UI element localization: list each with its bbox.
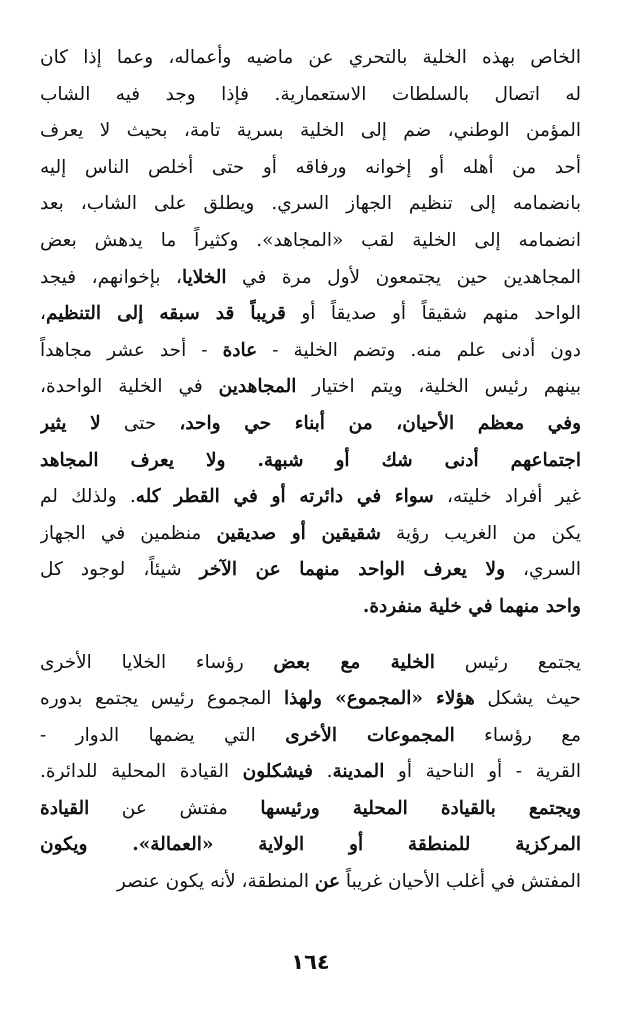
text-line bbox=[40, 369, 581, 406]
text-run: ، بإخوانهم، فيجد bbox=[40, 266, 182, 288]
text-run: منظمين في الجهاز bbox=[40, 522, 217, 544]
text-run: بانضمامه إلى تنظيم الجهاز السري. ويطلق على الشاب، بعد bbox=[40, 193, 581, 215]
text-run: حتى bbox=[100, 412, 180, 434]
text-run: مفتش عن bbox=[89, 797, 261, 819]
bold-text-run: القيادة bbox=[40, 797, 90, 819]
bold-text-run: عن bbox=[314, 871, 341, 893]
text-line bbox=[40, 754, 581, 791]
text-line bbox=[40, 645, 581, 682]
bold-text-run: لا يثير bbox=[40, 412, 101, 434]
text-run: . ولذلك لم bbox=[40, 486, 136, 508]
text-run: شيئاً، لوجود كل bbox=[40, 559, 200, 581]
text-line bbox=[40, 333, 581, 370]
text-run: انضمامه إلى الخلية لقب «المجاهد». وكثيراً ما يدهش بعض bbox=[40, 229, 581, 251]
bold-text-run: المجموعات الأخرى bbox=[285, 724, 455, 746]
bold-text-run: سواء في دائرته أو في القطر كله bbox=[135, 486, 434, 508]
text-run: المنطقة، لأنه يكون عنصر bbox=[116, 871, 315, 893]
text-line bbox=[40, 40, 581, 77]
text-line bbox=[40, 77, 581, 114]
text-line bbox=[40, 589, 581, 626]
paragraph bbox=[40, 40, 581, 626]
bold-text-run: ولا يعرف الواحد منهما عن الآخر bbox=[199, 559, 506, 581]
text-run: غير أفراد خليته، bbox=[433, 486, 581, 508]
text-run: المفتش في أغلب الأحيان غريباً bbox=[340, 871, 581, 893]
bold-text-run: المدينة bbox=[332, 761, 385, 783]
bold-text-run: المركزية للمنطقة أو الولاية «العمالة». ويكون bbox=[40, 834, 581, 856]
text-line bbox=[40, 552, 581, 589]
text-run: حيث يشكل bbox=[474, 688, 581, 710]
text-run: التي يضمها الدوار - bbox=[40, 724, 286, 746]
bold-text-run: فيشكلون bbox=[242, 761, 314, 783]
text-line bbox=[40, 681, 581, 718]
paragraph bbox=[40, 645, 581, 901]
text-run: المؤمن الوطني، ضم إلى الخلية بسرية تامة، بحيث لا يعرف bbox=[40, 120, 581, 142]
bold-text-run: واحد منهما في خلية منفردة. bbox=[362, 595, 581, 617]
text-run: مع رؤساء bbox=[454, 724, 581, 746]
text-line bbox=[40, 516, 581, 553]
text-run: يجتمع رئيس bbox=[434, 651, 581, 673]
text-run: المجاهدين حين يجتمعون لأول مرة في bbox=[226, 266, 581, 288]
page-number: ١٦٤ bbox=[291, 950, 330, 974]
text-line bbox=[40, 296, 581, 333]
bold-text-run: الخلية مع بعض bbox=[273, 651, 435, 673]
text-line bbox=[40, 443, 581, 480]
text-run: - أحد عشر مجاهداً bbox=[40, 339, 223, 361]
text-line bbox=[40, 827, 581, 864]
text-line bbox=[40, 113, 581, 150]
bold-text-run: الخلايا bbox=[181, 266, 227, 288]
paragraph-gap bbox=[40, 626, 581, 645]
text-run: . bbox=[313, 761, 333, 783]
bold-text-run: المجاهدين bbox=[218, 376, 297, 398]
text-line bbox=[40, 718, 581, 755]
text-run: يكن من الغريب رؤية bbox=[380, 522, 581, 544]
text-run: السري، bbox=[505, 559, 581, 581]
text-line bbox=[40, 260, 581, 297]
text-run: دون أدنى علم منه. وتضم الخلية - bbox=[257, 339, 581, 361]
text-run: له اتصال بالسلطات الاستعمارية. فإذا وجد فيه الشاب bbox=[40, 83, 581, 105]
text-run: القرية - أو الناحية أو bbox=[384, 761, 581, 783]
text-run: المجموع رئيس يجتمع بدوره bbox=[40, 688, 285, 710]
text-run: الخاص بهذه الخلية بالتحري عن ماضيه وأعماله، وعما إذا كان bbox=[40, 47, 581, 68]
text-line bbox=[40, 479, 581, 516]
text-run: بينهم رئيس الخلية، ويتم اختيار bbox=[296, 376, 581, 398]
text-run: رؤساء الخلايا الأخرى bbox=[40, 651, 274, 673]
text-run: الواحد منهم شقيقاً أو صديقاً أو bbox=[285, 303, 581, 325]
text-run: أحد من أهله أو إخوانه ورفاقه أو حتى أخلص الناس إليه bbox=[40, 156, 581, 178]
bold-text-run: ويجتمع بالقيادة المحلية ورئيسها bbox=[260, 797, 581, 819]
bold-text-run: قريباً قد سبقه إلى التنظيم bbox=[45, 303, 286, 325]
text-line bbox=[40, 150, 581, 187]
bold-text-run: اجتماعهم أدنى شك أو شبهة. ولا يعرف المجاهد bbox=[40, 449, 581, 471]
bold-text-run: وفي معظم الأحيان، من أبناء حي واحد، bbox=[179, 412, 581, 434]
text-run: في الخلية الواحدة، bbox=[40, 376, 219, 398]
text-line bbox=[40, 186, 581, 223]
text-line bbox=[40, 791, 581, 828]
bold-text-run: عادة bbox=[222, 339, 258, 361]
bold-text-run: هؤلاء «المجموع» ولهذا bbox=[284, 688, 475, 710]
text-run: القيادة المحلية للدائرة. bbox=[40, 761, 243, 783]
text-line bbox=[40, 223, 581, 260]
bold-text-run: شقيقين أو صديقين bbox=[216, 522, 381, 544]
text-run: ، bbox=[40, 303, 46, 325]
text-line bbox=[40, 406, 581, 443]
page-body bbox=[40, 40, 581, 901]
text-line bbox=[40, 864, 581, 901]
